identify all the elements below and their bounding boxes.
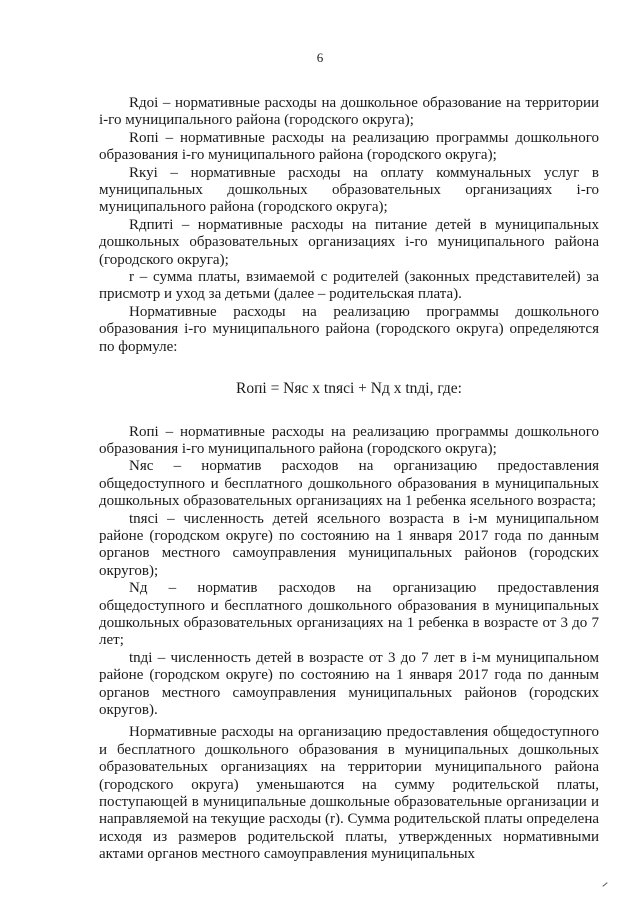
- definition-r: r – сумма платы, взимаемой с родителей (законных представителей) за присмотр и уход за детьми (далее – родительская плата).: [99, 269, 599, 303]
- document-body: [99, 95, 599, 864]
- definition-tnyas: tnясi – численность детей ясельного возраста в i-м муниципальном районе (городском округе) по состоянию на 1 января 2017 года по данным органов местного самоуправления муниципальных районов (городских округов);: [99, 510, 599, 579]
- definition-rdo: Rдоi – нормативные расходы на дошкольное образование на территории i-го муниципального района (городского округа);: [99, 95, 599, 129]
- page-number: 6: [316, 50, 324, 65]
- definition-nd: Nд – норматив расходов на организацию предоставления общедоступного и бесплатного дошкольного образования в муниципальных дошкольных образовательных организациях на 1 ребенка в возрасте от 3 до 7 лет;: [99, 580, 599, 649]
- formula: Rопi = Nяс x tnясi + Nд x tnдi, где:: [236, 380, 462, 398]
- parental-fee-paragraph: Нормативные расходы на организацию предоставления общедоступного и бесплатного дошкольного образования в муниципальных дошкольных образовательных организациях на территории муниципального района (городского округа) уменьшаются на сумму родительской платы, поступающей в муниципальные дошкольные образовательные организации и направляемой на текущие расходы (r). Сумма родительской платы определена исходя из размеров родительской платы, утвержденных нормативными актами органов местного самоуправления муниципальных: [99, 724, 599, 863]
- definition-rop: Rопi – нормативные расходы на реализацию программы дошкольного образования i-го муниципального района (городского округа);: [99, 129, 599, 164]
- definition-rku: Rкуi – нормативные расходы на оплату коммунальных услуг в муниципальных дошкольных образовательных организациях i-го муниципального района (городского округа);: [99, 164, 599, 216]
- formula-intro: Нормативные расходы на реализацию программы дошкольного образования i-го муниципального района (городского округа) определяются по формуле:: [99, 303, 599, 355]
- definition-rdpit: Rдпитi – нормативные расходы на питание детей в муниципальных дошкольных образовательных организациях i-го муниципального района (городского округа);: [99, 216, 599, 268]
- definition-tnd: tnдi – численность детей в возрасте от 3 до 7 лет в i-м муниципальном районе (городском округе) по состоянию на 1 января 2017 года по данным органов местного самоуправления муниципальных районов (городских округов).: [99, 649, 599, 718]
- definition-rop-repeat: Rопi – нормативные расходы на реализацию программы дошкольного образования i-го муниципального района (городского округа);: [99, 423, 599, 457]
- definition-nyas: Nяс – норматив расходов на организацию предоставления общедоступного и бесплатного дошкольного образования в муниципальных дошкольных образовательных организациях на 1 ребенка ясельного возраста;: [99, 458, 599, 510]
- scan-mark: [602, 882, 607, 887]
